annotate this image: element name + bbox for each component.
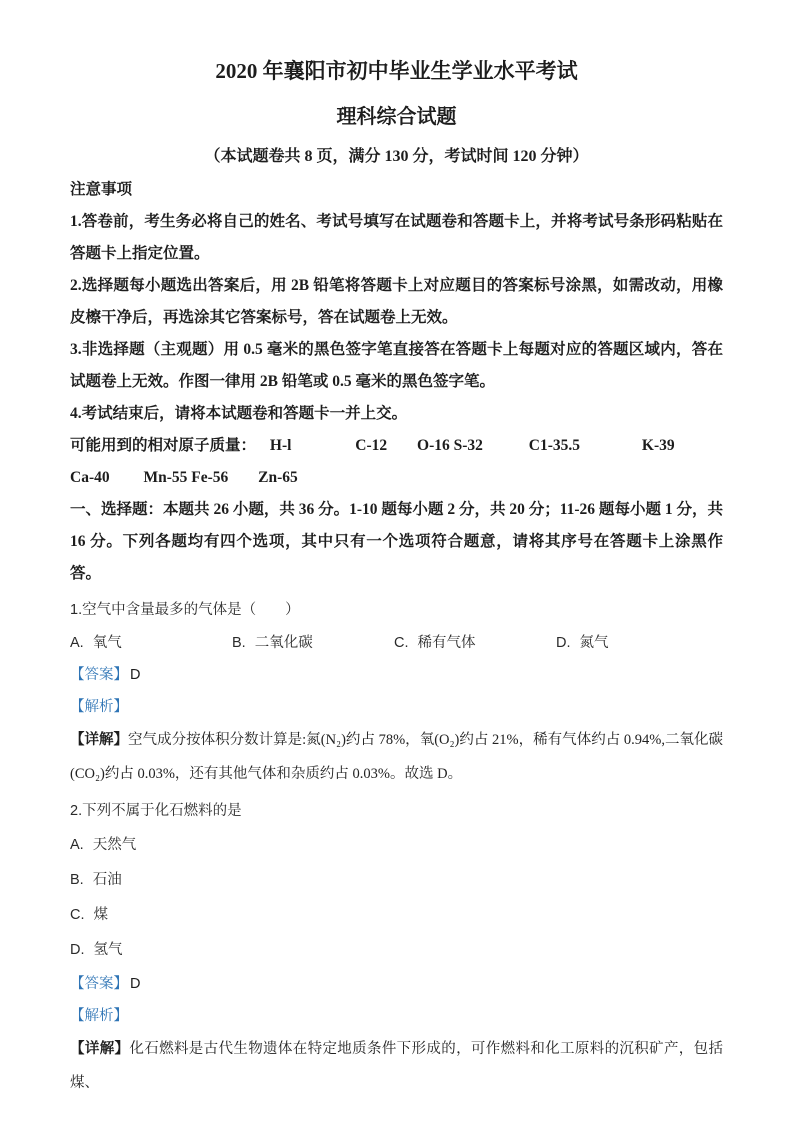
option-text: 石油	[92, 872, 122, 888]
notice-heading: 注意事项	[70, 181, 133, 198]
answer-marker: 【答案】	[70, 667, 128, 683]
question-2-analysis-line	[70, 1000, 723, 1032]
option-letter: B.	[70, 872, 84, 888]
question-1-options	[70, 627, 723, 659]
analysis-marker: 【解析】	[70, 699, 128, 715]
atomic-mass-value: C1-35.5	[528, 437, 581, 454]
option-d	[556, 627, 609, 659]
atomic-mass-value: Zn-65	[258, 469, 298, 486]
option-letter: B.	[232, 635, 246, 651]
atomic-mass-value: H-l	[269, 437, 292, 454]
atomic-mass-value: Mn-55 Fe-56	[143, 469, 229, 486]
atomic-mass-value: Ca-40	[70, 469, 110, 486]
option-text: 氢气	[93, 942, 123, 958]
option-letter: A.	[70, 837, 84, 853]
exam-meta-line: （本试题卷共 8 页，满分 130 分，考试时间 120 分钟）	[204, 148, 589, 165]
question-2	[70, 795, 723, 1100]
option-text: 氮气	[579, 635, 609, 651]
answer-value: D	[130, 667, 141, 683]
exam-title: 2020 年襄阳市初中毕业生学业水平考试	[215, 59, 578, 83]
exam-subtitle: 理科综合试题	[336, 106, 457, 128]
question-2-stem: 2.下列不属于化石燃料的是	[70, 803, 242, 819]
option-d	[70, 933, 723, 968]
notice-item-3: 3.非选择题（主观题）用 0.5 毫米的黑色签字笔直接答在答题卡上每题对应的答题区域内，答在试题卷上无效。作图一律用 2B 铅笔或 0.5 毫米的黑色签字笔。	[70, 341, 723, 390]
notice-item-1: 1.答卷前，考生务必将自己的姓名、考试号填写在试题卷和答题卡上，并将考试号条形码粘贴在答题卡上指定位置。	[70, 213, 723, 262]
option-letter: D.	[556, 635, 571, 651]
atomic-mass-value: K-39	[641, 437, 675, 454]
option-c	[70, 898, 723, 933]
option-b	[232, 627, 394, 659]
detail-text: 空气成分按体积分数计算是:氮(N₂)约占 78%，氧(O₂)约占 21%，稀有气体约占 0.94%,二氧化碳(CO₂)约占 0.03%，还有其他气体和杂质约占 0.03%。故选 D。	[70, 732, 723, 782]
atomic-mass-label: 可能用到的相对原子质量：	[70, 437, 257, 454]
answer-marker: 【答案】	[70, 976, 128, 992]
option-letter: C.	[394, 635, 409, 651]
atomic-mass-value: O-16 S-32	[417, 437, 483, 454]
question-1-detail	[70, 723, 723, 791]
option-a	[70, 627, 232, 659]
notice-section	[70, 174, 723, 430]
option-text: 天然气	[92, 837, 137, 853]
question-2-detail	[70, 1032, 723, 1100]
detail-marker: 【详解】	[70, 1041, 130, 1057]
option-letter: D.	[70, 942, 85, 958]
atomic-mass-table	[70, 430, 723, 494]
option-letter: A.	[70, 635, 84, 651]
option-text: 氧气	[92, 635, 122, 651]
atomic-mass-value: C-12	[355, 437, 388, 454]
option-text: 煤	[93, 907, 108, 923]
option-b	[70, 863, 723, 898]
analysis-marker: 【解析】	[70, 1008, 128, 1024]
atomic-mass-row-2	[70, 462, 723, 494]
option-c	[394, 627, 556, 659]
option-text: 二氧化碳	[254, 635, 313, 651]
answer-value: D	[130, 976, 141, 992]
detail-marker: 【详解】	[70, 732, 129, 748]
option-letter: C.	[70, 907, 85, 923]
section-heading: 一、选择题：本题共 26 小题，共 36 分。1-10 题每小题 2 分，共 20 分；11-26 题每小题 1 分，共 16 分。下列各题均有四个选项，其中只有一个选项符合题意，请将其序号在答题卡上涂黑作答。	[70, 501, 723, 582]
section-heading-block	[70, 494, 723, 590]
question-2-answer-line	[70, 968, 723, 1000]
question-1-analysis-line	[70, 691, 723, 723]
option-text: 稀有气体	[417, 635, 476, 651]
option-a	[70, 828, 723, 863]
notice-item-2: 2.选择题每小题选出答案后，用 2B 铅笔将答题卡上对应题目的答案标号涂黑，如需改动，用橡皮檫干净后，再选涂其它答案标号，答在试题卷上无效。	[70, 277, 723, 326]
notice-item-4: 4.考试结束后，请将本试题卷和答题卡一并上交。	[70, 405, 408, 422]
question-2-options	[70, 828, 723, 968]
detail-text: 化石燃料是古代生物遗体在特定地质条件下形成的，可作燃料和化工原料的沉积矿产，包括煤、	[70, 1041, 724, 1091]
question-1	[70, 594, 723, 791]
question-1-answer-line	[70, 659, 723, 691]
question-1-stem: 1.空气中含量最多的气体是（ ）	[70, 602, 300, 618]
atomic-mass-row-1	[70, 430, 723, 462]
